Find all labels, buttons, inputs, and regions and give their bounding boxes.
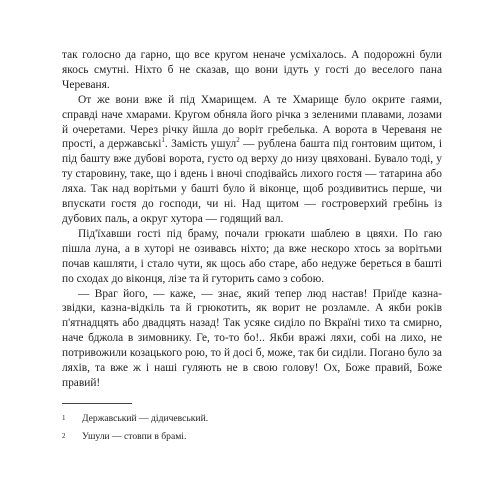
footnote-2 xyxy=(62,428,442,446)
footnote-ref-2: 2 xyxy=(236,136,240,145)
footnote-number: 1 xyxy=(62,414,66,422)
paragraph-2: От же вони вже й під Хмарищем. А те Хмарище було окрите гаями, справді наче хмарами. Кругом обняла його річка з зеленими плавами, лозами й очеретами. Через річку йшла до воріт гребелька. А ворота в Череваня не прості, а державські$^1$. Замість ушул$^2$ — рублена башта під гонтовим щитом, і під башту вже дубові ворота, густо од верху до низу цвяховані. Бувало тоді, у ту старовину, таке, що і вдень і вночі сподівайсь лихого гостя — татарина або ляха. Так над ворітьми у башті було й віконце, щоб роздивитись перше, чи впускати гостя до господи, чи ні. Над щитом — гостроверхий гребінь із дубових паль, а округ хутора — годящий вал. xyxy=(62,93,442,225)
footnote-ref-1: 1 xyxy=(161,136,165,145)
footnote-divider xyxy=(62,403,132,404)
footnote-1 xyxy=(62,410,442,428)
footnote-number: 2 xyxy=(62,432,66,440)
paragraph-1: так голосно да гарно, що все кругом неначе усміхалось. А подорожні були якось смутні. Ніхто б не сказав, що вони ідуть у гості до веселого пана Череваня. xyxy=(62,49,442,91)
footnote-text: Державський — дідичевський. xyxy=(82,413,209,424)
footnotes xyxy=(62,410,442,446)
main-text xyxy=(62,48,442,391)
paragraph-4: — Враг його, — каже, — знає, який тепер люд настав! Приїде казна-звідки, казна-відкіль та й грюкотить, як ворит не розламле. А якби років п'ятнадцять або двадцять назад! Так усяке сиділо по Вкраїні тихо та смирно, наче бджола в зимовнику. Ге, то-то бо!.. Якби вражі ляхи, собі на лихо, не потривожили козацького рою, то й досі б, може, так би сиділи. Погано було за ляхів, та вже ж і наші гуляють не в свою голову! Ох, Боже правий, Боже правий! xyxy=(62,287,442,389)
footnote-text: Ушули — стовпи в брамі. xyxy=(82,431,187,442)
paragraph-3: Під'їхавши гості під браму, почали грюкати шаблею в цвяхи. По гаю пішла луна, а в хуторі не озивавсь ніхто; да вже нескоро хтось за ворітьми почав кашляти, і стало чути, як щось або старе, або недуже береться в башті по сходах до віконця, лізе та й гуторить само з собою. xyxy=(62,227,442,285)
